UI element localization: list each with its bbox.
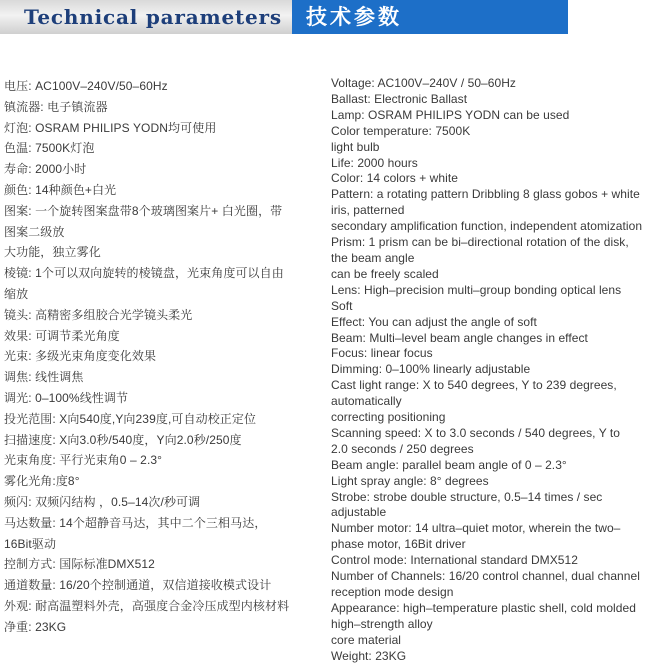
- spec-line-en: correcting positioning: [331, 410, 446, 425]
- spec-line-cn: 扫描速度: X向3.0秒/540度，Y向2.0秒/250度: [4, 432, 242, 447]
- spec-line-en: high–strength alloy: [331, 616, 433, 631]
- spec-line-cn: 电压: AC100V–240V/50–60Hz: [4, 79, 168, 93]
- spec-line-en: core material: [331, 632, 402, 647]
- spec-line-en: iris, patterned: [331, 203, 405, 218]
- title-chinese: 技术参数: [292, 0, 568, 34]
- spec-line-en: Scanning speed: X to 3.0 seconds / 540 degrees, Y to: [331, 425, 621, 440]
- spec-line-en: automatically: [331, 394, 402, 409]
- spec-line-en: phase motor, 16Bit driver: [331, 537, 466, 552]
- spec-line-en: Beam: Multi–level beam angle changes in effect: [331, 330, 588, 345]
- spec-line-cn: 外观: 耐高温塑料外壳，高强度合金冷压成型内核材料: [4, 598, 290, 613]
- spec-line-cn: 马达数量: 14个超静音马达，其中二个三相马达，: [4, 515, 267, 530]
- spec-line-cn: 图案: 一个旋转图案盘带8个玻璃图案片+ 白光圈，带: [4, 203, 283, 218]
- spec-line-en: can be freely scaled: [331, 266, 439, 281]
- spec-line-cn: 投光范围: X向540度,Y向239度,可自动校正定位: [4, 411, 257, 426]
- spec-line-en: Pattern: a rotating pattern Dribbling 8 glass gobos + white: [331, 187, 640, 202]
- spec-line-cn: 大功能，独立雾化: [4, 245, 101, 260]
- spec-line-en: Lens: High–precision multi–group bonding optical lens: [331, 282, 622, 297]
- spec-line-cn: 棱镜: 1个可以双向旋转的棱镜盘，光束角度可以自由: [4, 266, 284, 281]
- spec-line-cn: 寿命: 2000小时: [4, 162, 87, 177]
- spec-line-cn: 缩放: [4, 286, 29, 301]
- spec-line-cn: 净重: 23KG: [4, 619, 67, 634]
- spec-line-en: Cast light range: X to 540 degrees, Y to 239 degrees,: [331, 378, 617, 393]
- spec-line-cn: 灯泡: OSRAM PHILIPS YODN均可使用: [4, 120, 217, 135]
- spec-line-en: 2.0 seconds / 250 degrees: [331, 441, 474, 456]
- spec-line-en: Effect: You can adjust the angle of soft: [331, 314, 537, 329]
- spec-line-cn: 16Bit驱动: [4, 536, 57, 551]
- spec-line-en: Control mode: International standard DMX512: [331, 553, 578, 568]
- spec-list-chinese: [4, 76, 322, 638]
- spec-line-en: Number of Channels: 16/20 control channel, dual channel: [331, 569, 640, 584]
- spec-line-cn: 光束: 多级光束角度变化效果: [4, 349, 157, 364]
- spec-line-cn: 调光: 0–100%线性调节: [4, 390, 129, 405]
- spec-line-en: Soft: [331, 298, 353, 313]
- spec-line-cn: 镜头: 高精密多组胶合光学镜头柔光: [4, 307, 193, 322]
- spec-line-en: adjustable: [331, 505, 387, 520]
- spec-line-en: the beam angle: [331, 250, 415, 265]
- spec-line-cn: 图案二级放: [4, 224, 65, 239]
- spec-line-en: Voltage: AC100V–240V / 50–60Hz: [331, 76, 516, 90]
- header-banner: [0, 0, 658, 34]
- spec-line-cn: 雾化光角:度8°: [4, 474, 80, 489]
- spec-line-cn: 效果: 可调节柔光角度: [4, 328, 120, 343]
- spec-line-cn: 光束角度: 平行光束角0 – 2.3°: [4, 453, 163, 468]
- title-english: Technical parameters: [0, 0, 292, 34]
- spec-line-en: Beam angle: parallel beam angle of 0 – 2.3°: [331, 457, 567, 472]
- spec-list-english: [331, 76, 656, 665]
- spec-line-en: reception mode design: [331, 585, 454, 599]
- spec-line-en: Number motor: 14 ultra–quiet motor, wherein the two–: [331, 521, 621, 536]
- spec-line-cn: 频闪: 双频闪结构 ，0.5–14次/秒可调: [4, 494, 201, 509]
- spec-line-en: Strobe: strobe double structure, 0.5–14 times / sec: [331, 489, 603, 504]
- spec-line-en: Appearance: high–temperature plastic shell, cold molded: [331, 600, 636, 615]
- spec-line-en: Weight: 23KG: [331, 648, 407, 663]
- spec-line-en: Color: 14 colors + white: [331, 171, 458, 186]
- spec-line-cn: 色温: 7500K灯泡: [4, 141, 95, 156]
- spec-line-cn: 镇流器: 电子镇流器: [4, 99, 108, 114]
- spec-line-en: light bulb: [331, 139, 380, 154]
- spec-line-cn: 通道数量: 16/20个控制通道，双信道接收模式设计: [4, 578, 272, 593]
- spec-line-en: Life: 2000 hours: [331, 155, 418, 170]
- spec-line-en: Light spray angle: 8° degrees: [331, 473, 489, 488]
- spec-line-cn: 控制方式: 国际标准DMX512: [4, 557, 155, 572]
- spec-line-en: Ballast: Electronic Ballast: [331, 91, 468, 106]
- spec-line-en: Focus: linear focus: [331, 346, 433, 361]
- spec-line-cn: 颜色: 14种颜色+白光: [4, 182, 117, 197]
- spec-line-en: Prism: 1 prism can be bi–directional rotation of the disk,: [331, 235, 629, 250]
- spec-line-en: Lamp: OSRAM PHILIPS YODN can be used: [331, 107, 570, 122]
- spec-line-en: secondary amplification function, independent atomization: [331, 219, 643, 234]
- spec-line-en: Color temperature: 7500K: [331, 123, 471, 138]
- spec-line-cn: 调焦: 线性调焦: [4, 370, 84, 385]
- spec-line-en: Dimming: 0–100% linearly adjustable: [331, 362, 531, 377]
